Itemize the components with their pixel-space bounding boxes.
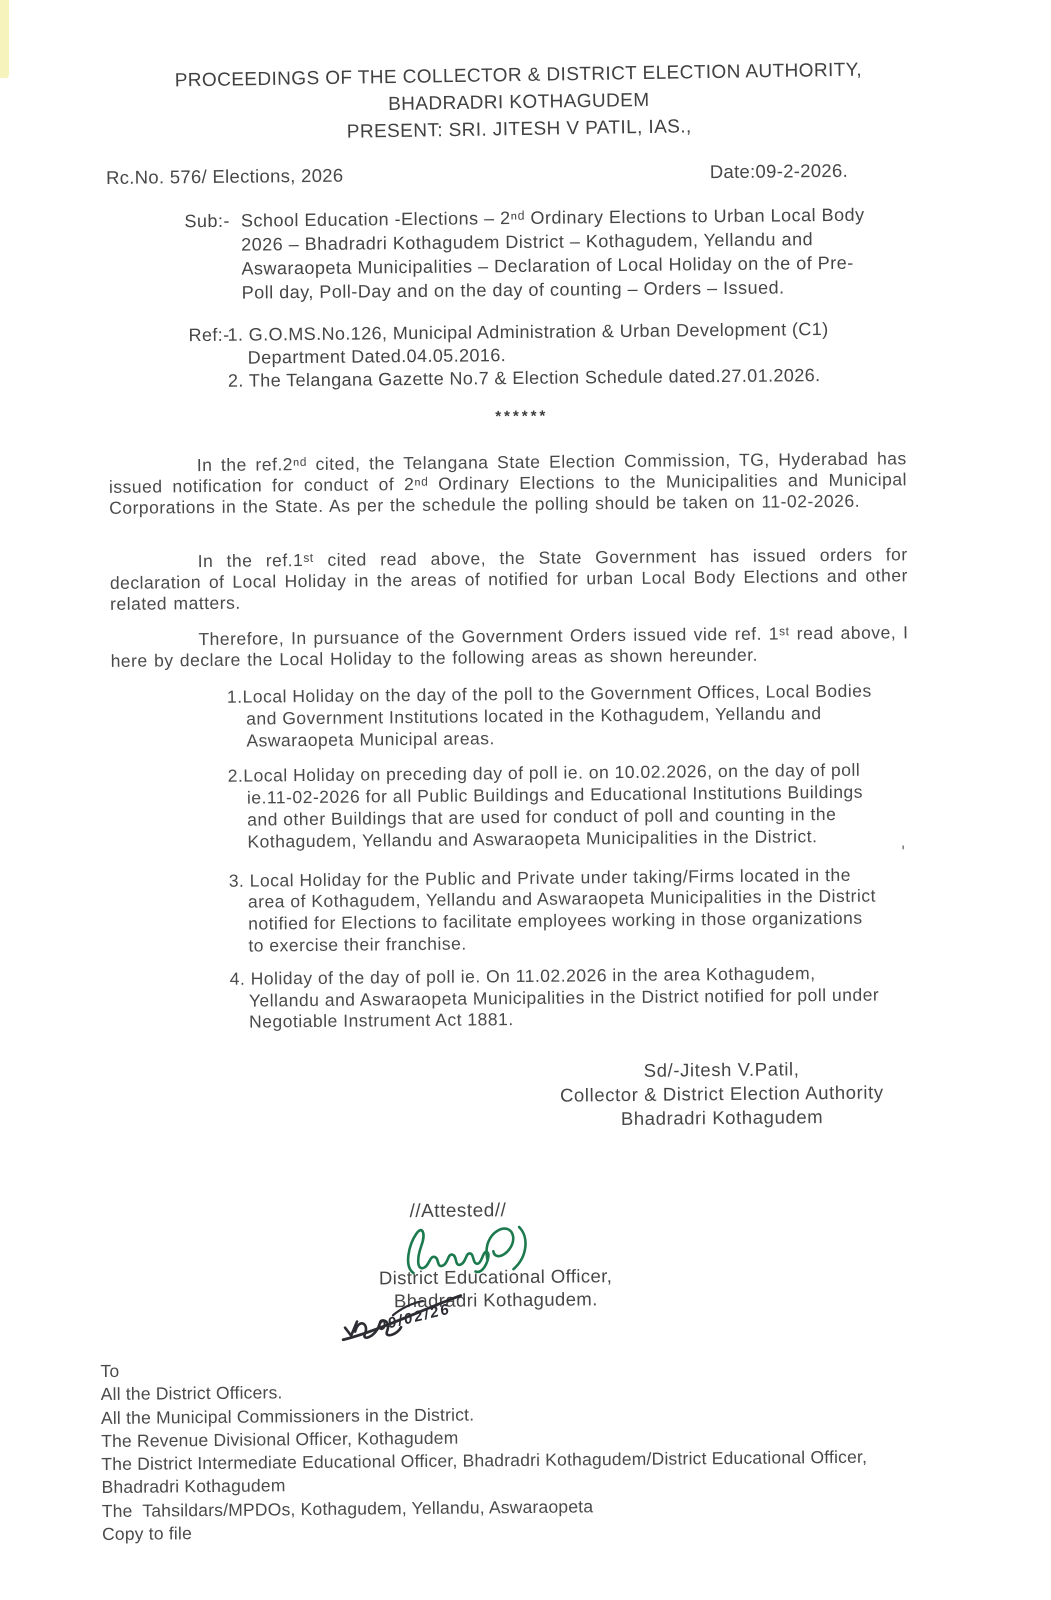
body-paragraph-3: Therefore, In pursuance of the Government Orders issued vide ref. 1ˢᵗ read above, I here by declare the Local Holiday to the following areas as shown hereunder.: [110, 622, 909, 671]
holiday-list: [227, 681, 882, 1034]
list-item: [228, 760, 881, 853]
handwritten-date: 09/02/26: [376, 1300, 453, 1335]
scan-speck: ': [901, 842, 905, 862]
signatory-place: Bhadradri Kothagudem: [620, 1106, 824, 1130]
reference-item: [227, 317, 895, 369]
reference-item-text: G.O.MS.No.126, Municipal Administration & Urban Development (C1) Department Dated.04.05.2016.: [247, 319, 829, 368]
document-header: [0, 54, 1045, 151]
asterisk-divider: ******: [495, 407, 549, 426]
body-paragraph-1: In the ref.2ⁿᵈ cited, the Telangana State Election Commission, TG, Hyderabad has issued notification for conduct of 2ⁿᵈ Ordinary Elections to the Municipalities and Municipal Corporations in the State. As per the schedule the polling should be taken on 11-02-2026.: [108, 448, 908, 518]
reference-block: [188, 317, 899, 393]
addressee-salutation: To: [100, 1360, 120, 1382]
collector-signature-block: [547, 1056, 896, 1131]
deo-designation: District Educational Officer,: [378, 1265, 613, 1289]
reference-label: Ref:-: [188, 324, 230, 346]
proceedings-date: Date:09-2-2026.: [709, 159, 849, 183]
reference-item-marker: 2.: [227, 370, 244, 391]
addressee-line: The Revenue Divisional Officer, Kothagudem: [101, 1427, 459, 1451]
reference-item-text: The Telangana Gazette No.7 & Election Schedule dated.27.01.2026.: [248, 365, 821, 391]
list-item-text: Holiday of the day of poll ie. On 11.02.2026 in the area Kothagudem, Yellandu and Aswaraopeta Municipalities in the District notified for poll under Negotiable Instrument Act 1881.: [245, 962, 880, 1032]
addressee-line: All the District Officers.: [100, 1382, 283, 1405]
reference-item-marker: 1.: [227, 324, 244, 345]
deo-place: Bhadradri Kothagudem.: [393, 1287, 598, 1311]
list-item-text: Local Holiday on preceding day of poll ie. on 10.02.2026, on the day of poll ie.11-02-2026 for all Public Buildings and Educational Institutions Buildings and other Buildings that are used for conduct of poll and counting in the Kothagudem, Yellandu and Aswaraopeta Municipalities in the District.: [243, 760, 864, 852]
signatory-name: Sd/-Jitesh V.Patil,: [643, 1058, 800, 1081]
list-item-text: Local Holiday on the day of the poll to the Government Offices, Local Bodies and Government Institutions located in the Kothagudem, Yellandu and Aswaraopeta Municipal areas.: [242, 680, 872, 751]
addressee-line: All the Municipal Commissioners in the District.: [100, 1404, 475, 1428]
list-item: [230, 962, 883, 1034]
copy-to-file-line: Copy to file: [101, 1523, 193, 1545]
list-item-marker: 4.: [229, 968, 246, 989]
list-item-text: Local Holiday for the Public and Private under taking/Firms located in the area of Kothagudem, Yellandu and Aswaraopeta Municipalities in the District notified for Elections to facilitate employees working in those organizations to exercise their franchise.: [244, 864, 877, 956]
addressees-block: [100, 1352, 934, 1546]
signatory-designation: Collector & District Election Authority: [559, 1081, 884, 1106]
header-line-authority: PROCEEDINGS OF THE COLLECTOR & DISTRICT ELECTION AUTHORITY,: [174, 59, 863, 92]
list-item: [227, 681, 880, 753]
list-item: [229, 864, 882, 957]
header-line-district: BHADRADRI KOTHAGUDEM: [387, 89, 650, 116]
subject-label: Sub:-: [184, 210, 231, 232]
attested-title: //Attested//: [409, 1200, 507, 1223]
subject-text: School Education -Elections – 2ⁿᵈ Ordinary Elections to Urban Local Body 2026 – Bhadradri Kothagudem District – Kothagudem, Yellandu and Aswaraopeta Municipalities – Declaration of Local Holiday on the of Pre-Poll day, Poll-Day and on the day of counting – Orders – Issued.: [240, 204, 865, 303]
header-line-present: PRESENT: SRI. JITESH V PATIL, IAS.,: [346, 116, 692, 143]
rc-number: Rc.No. 576/ Elections, 2026: [105, 164, 344, 188]
addressee-line: The Tahsildars/MPDOs, Kothagudem, Yellandu, Aswaraopeta: [101, 1496, 594, 1521]
meta-row: [106, 160, 848, 189]
addressee-line: The District Intermediate Educational Officer, Bhadradri Kothagudem/District Educational Officer, Bhadradri Kothagudem: [101, 1446, 873, 1498]
body-paragraph-2: In the ref.1ˢᵗ cited read above, the State Government has issued orders for declaration of Local Holiday in the areas of notified for urban Local Body Elections and other related matters.: [109, 544, 908, 614]
subject-block: [184, 202, 885, 305]
list-item-marker: 2.: [227, 766, 244, 787]
list-item-marker: 1.: [226, 686, 243, 707]
list-item-marker: 3.: [228, 870, 245, 891]
